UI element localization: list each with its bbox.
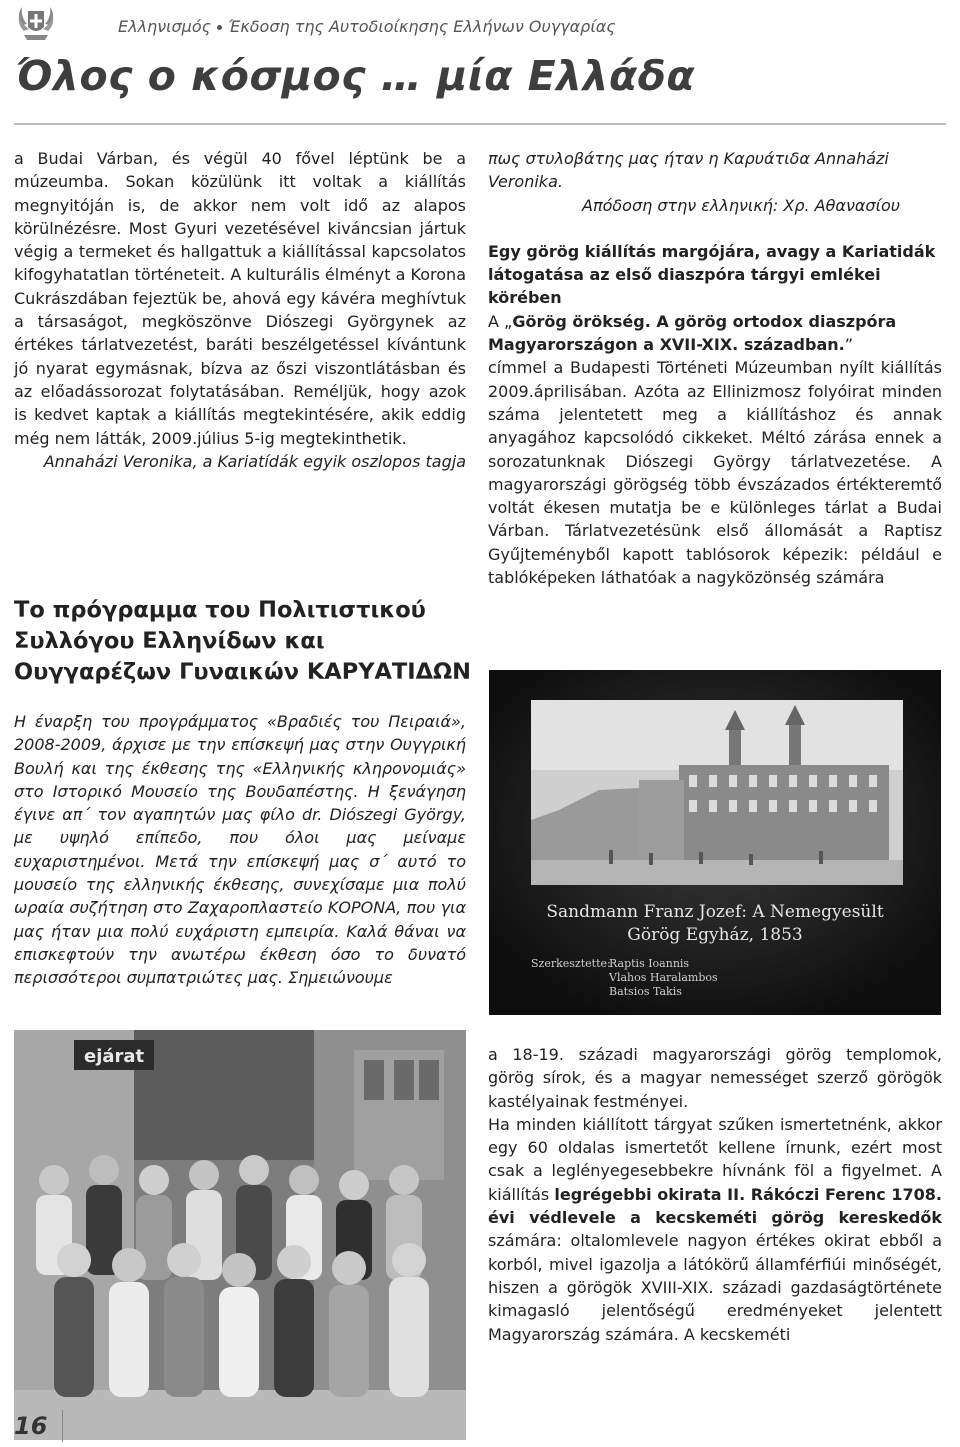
section-title: Όλος ο κόσμος … μία Ελλάδα <box>16 52 696 100</box>
greek-article-heading: Το πρόγραμμα του Πολιτιστικού Συλλόγου Ελληνίδων και Ουγγαρέζων Γυναικών ΚΑΡΥΑΤΙΔΩΝ <box>14 597 471 685</box>
page-number: 16 <box>14 1412 48 1440</box>
exhibit-editor-1: Raptis Ioannis <box>609 957 690 970</box>
exhibition-quote-open: A „ <box>488 311 513 331</box>
greek-paragraph: Η έναρξη του προγράμματος «Βραδιές του Πειραιά», 2008-2009, άρχισε με την επίσκεψή μας στην Ουγγρική Βουλή και της έκθεσης της «Ελληνικής κληρονομιάς» στο Ιστορικό Μουσείο της Βουδαπέστης. Η ξενάγηση έγινε απ΄ τον αγαπητών μας φίλο dr. Diószegi György, με υψηλό επίπεδο, που όλοι μας μείναμε ευχαριστημένοι. Μετά την επίσκεψή μας σ΄ αυτό το μουσείο της ελληνικής έκθεσης, συνεχίσαμε μια πολύ ωραία συζήτηση στο Ζαχαροπλαστείο ΚΟΡΟΝΑ, που για μας ήταν μια πολύ ευχάριστη εμπειρία. Καλά θάναι να επισκεφτούν την ανωτέρω έκθεση όσο το δυνατό περισσότεροι συμπατριώτες μας. Σημειώνουμε <box>14 712 466 988</box>
photo-caption: Annaházi Veronika, a Kariatídák egyik oszlopos tagja <box>43 451 466 471</box>
exhibit-title-line2: Görög Egyház, 1853 <box>627 925 803 945</box>
group-photo <box>14 1030 466 1440</box>
exhibition-quote-close: ” <box>844 335 854 355</box>
paragraph-2-start: Ha minden kiállított tárgyat szűken ismertetnénk, akkor egy 60 oldalas ismertetőt kellene írnunk, ezért most csak a leglényegesebbekre hívnánk föl a figyelmet. A kiállítás <box>488 1114 942 1204</box>
publication-subtitle: Έκδοση της Αυτοδιοίκησης Ελλήνων Ουγγαρίας <box>228 17 616 36</box>
paragraph-2-end: számára: oltalomlevele nagyon értékes okirat ebből a korból, mivel igazolja a látókörű államférfiúi minőségét, hiszen a görögök XVIII-XIX. századi gazdaságtörténete kimagasló jelentőségű eredményeket jelentett Magyarország számára. A kecskeméti <box>488 1231 942 1344</box>
header-line <box>118 17 616 36</box>
greek-paragraph-end: πως στυλοβάτης μας ήταν η Καρυάτιδα Annaházi Veronika. <box>488 149 889 192</box>
left-column-top <box>14 147 466 473</box>
exhibit-editor-2: Vlahos Haralambos <box>609 971 718 984</box>
hungarian-paragraph: a Budai Várban, és végül 40 fővel léptünk be a múzeumba. Sokan közülünk itt voltak a kiállítás megnyitóján is, de akkor nem volt idő az alapos körülnézésre. Most Gyuri vezetésével kiváncsian jártuk végig a termeket és hallgattuk a kiállítással kapcsolatos kifogyhatatlan történeteit. A kulturális élményt a Korona Cukrászdában fejeztük be, ahová egy kávéra meghívtuk a társaságot, megköszönve Diószegi Györgynek az értékes tárlatvezetést, baráti beszélgetéssel kívántunk jó nyarat egymásnak, bízva az őszi viszontlátásban és az előadássorozat folytatásában. Reméljük, hogy azok is kedvet kaptak a kiállítás megtekintésére, akik eddig még nem látták, 2009.július 5-ig megtekinthetik. <box>14 149 466 448</box>
exhibit-photo-image <box>489 670 941 1015</box>
exhibit-title-line1: Sandmann Franz Jozef: A Nemegyesült <box>546 902 884 922</box>
article-title: Egy görög kiállítás margójára, avagy a Kariatidák látogatása az első diaszpóra tárgyi emlékei körében <box>488 241 936 308</box>
exhibit-editors-label: Szerkesztette: <box>531 957 611 970</box>
left-column-greek-text <box>14 710 466 990</box>
header-divider <box>14 123 946 125</box>
entrance-sign-text: ejárat <box>84 1046 145 1067</box>
publication-name: Ελληνισμός <box>118 17 212 36</box>
right-column-top <box>488 147 942 589</box>
separator-dot-icon <box>217 25 222 30</box>
page-number-divider <box>62 1410 63 1442</box>
right-bottom-paragraph-1: a 18-19. századi magyarországi görög templomok, görög sírok, és a magyar nemességet szerző görögök kastélyainak festményei. <box>488 1045 942 1111</box>
translation-credit: Απόδοση στην ελληνική: Χρ. Αθανασίου <box>582 195 901 215</box>
group-photo-image <box>14 1030 466 1440</box>
greek-emblem-icon <box>14 3 58 47</box>
exhibit-photo <box>489 670 941 1015</box>
spacer <box>488 217 942 240</box>
exhibition-body: címmel a Budapesti Történeti Múzeumban nyílt kiállítás 2009.áprilisában. Azóta az Ellinizmosz folyóirat minden száma jelentetett meg a kiállításhoz és annak anyagához kapcsolódó cikkeket. Méltó zárása ennek a sorozatunknak Diószegi György tárlatvezetése. A magyarországi görögség több évszázados értékteremtő voltát ékesen mutatja be e különleges tárlat a Budai Várban. Tárlatvezetésünk első állomását a Raptisz Gyűjteményből kapott tablósorok képezik: például e tablóképeken láthatóak a nagyközönség számára <box>488 358 942 588</box>
exhibition-line <box>488 310 942 357</box>
exhibit-editor-3: Batsios Takis <box>609 985 682 998</box>
right-bottom-paragraph-2 <box>488 1113 942 1346</box>
exhibition-name: Görög örökség. A görög ortodox diaszpóra Magyarországon a XVII-XIX. században. <box>488 311 897 355</box>
right-column-bottom <box>488 1043 942 1346</box>
oldest-document-highlight: legrégebbi okirata II. Rákóczi Ferenc 1708. évi védlevele a kecskeméti görög kereskedők <box>488 1184 942 1228</box>
